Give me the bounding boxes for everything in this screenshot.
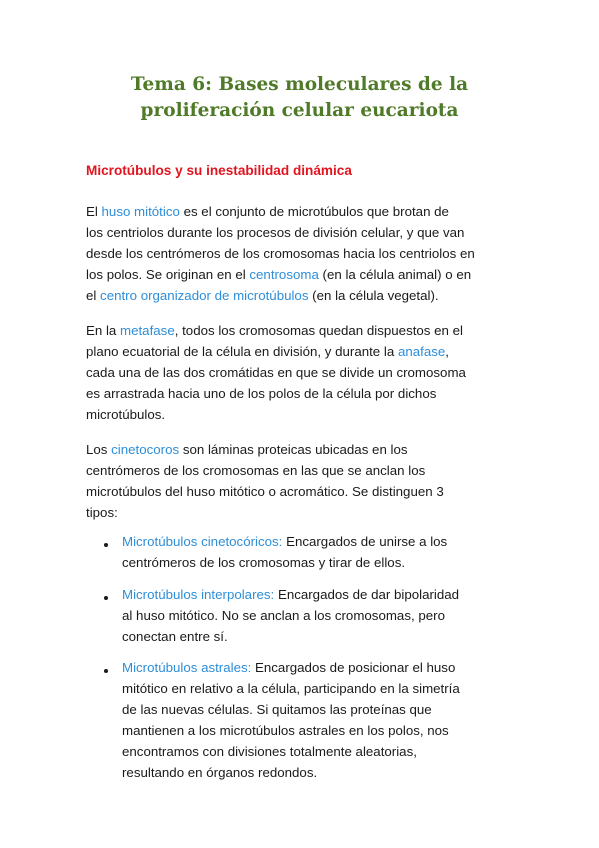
list-item-line: encontramos con divisiones totalmente aleatorias,	[122, 744, 417, 759]
list-item-line	[122, 657, 460, 678]
text: Encargados de unirse a los	[282, 534, 448, 549]
paragraph-line	[86, 341, 466, 362]
text: Encargados de posicionar el huso	[251, 660, 456, 675]
paragraph-line	[86, 201, 475, 222]
paragraph-line: centrómeros de los cromosomas en las que se anclan los	[86, 463, 426, 478]
text: , todos los cromosomas quedan dispuestos en el	[174, 323, 463, 338]
bullet-icon	[104, 543, 108, 547]
paragraph-line	[86, 285, 475, 306]
list-item-line	[122, 531, 447, 552]
term-centrosoma: centrosoma	[249, 267, 319, 282]
paragraph-huso-mitotico	[86, 201, 475, 306]
title-line-1: Tema 6: Bases moleculares de la	[130, 74, 469, 95]
paragraph-line: es arrastrada hacia uno de los polos de la célula por dichos	[86, 386, 437, 401]
paragraph-line: microtúbulos.	[86, 407, 166, 422]
text: plano ecuatorial de la célula en división, y durante la	[86, 344, 398, 359]
term-cinetocoros: cinetocoros	[111, 442, 180, 457]
list-item-line: al huso mitótico. No se anclan a los cromosomas, pero	[122, 608, 445, 623]
section-heading: Microtúbulos y su inestabilidad dinámica	[86, 163, 352, 178]
text: (en la célula vegetal).	[308, 288, 439, 303]
paragraph-line	[86, 439, 444, 460]
term-microtubulos-cinetocoricos: Microtúbulos cinetocóricos:	[122, 534, 283, 549]
text: El	[86, 204, 102, 219]
list-item-line: mantienen a los microtúbulos astrales en los polos, nos	[122, 723, 449, 738]
term-centro-organizador: centro organizador de microtúbulos	[100, 288, 309, 303]
list-item	[122, 531, 447, 573]
paragraph-metafase-anafase	[86, 320, 466, 425]
text: es el conjunto de microtúbulos que brotan de	[179, 204, 449, 219]
text: Encargados de dar bipolaridad	[274, 587, 460, 602]
text: los polos. Se originan en el	[86, 267, 250, 282]
paragraph-line: desde los centrómeros de los cromosomas hacia los centriolos en	[86, 246, 475, 261]
term-anafase: anafase	[397, 344, 446, 359]
text: En la	[86, 323, 121, 338]
list-item-line: centrómeros de los cromosomas y tirar de ellos.	[122, 555, 406, 570]
paragraph-line: microtúbulos del huso mitótico o acromático. Se distinguen 3	[86, 484, 444, 499]
term-huso-mitotico: huso mitótico	[101, 204, 180, 219]
text: Los	[86, 442, 112, 457]
paragraph-line: tipos:	[86, 505, 118, 520]
term-microtubulos-astrales: Microtúbulos astrales:	[122, 660, 252, 675]
list-item-line: resultando en órganos redondos.	[122, 765, 318, 780]
paragraph-cinetocoros	[86, 439, 444, 523]
paragraph-line	[86, 320, 466, 341]
page-title	[40, 72, 559, 124]
paragraph-line	[86, 264, 475, 285]
bullet-icon	[104, 669, 108, 673]
term-metafase: metafase	[120, 323, 175, 338]
term-microtubulos-interpolares: Microtúbulos interpolares:	[122, 587, 275, 602]
text: el	[86, 288, 101, 303]
list-item	[122, 584, 459, 647]
text: (en la célula animal) o en	[318, 267, 472, 282]
list-item-line: mitótico en relativo a la célula, participando en la simetría	[122, 681, 460, 696]
paragraph-line: los centriolos durante los procesos de división celular, y que van	[86, 225, 465, 240]
text: son láminas proteicas ubicadas en los	[179, 442, 408, 457]
title-line-2: proliferación celular eucariota	[140, 100, 459, 121]
list-item	[122, 657, 460, 783]
list-item-line	[122, 584, 459, 605]
list-item-line: de las nuevas células. Si quitamos las proteínas que	[122, 702, 432, 717]
text: ,	[445, 344, 449, 359]
paragraph-line: cada una de las dos cromátidas en que se divide un cromosoma	[86, 365, 466, 380]
bullet-icon	[104, 596, 108, 600]
list-item-line: conectan entre sí.	[122, 629, 228, 644]
